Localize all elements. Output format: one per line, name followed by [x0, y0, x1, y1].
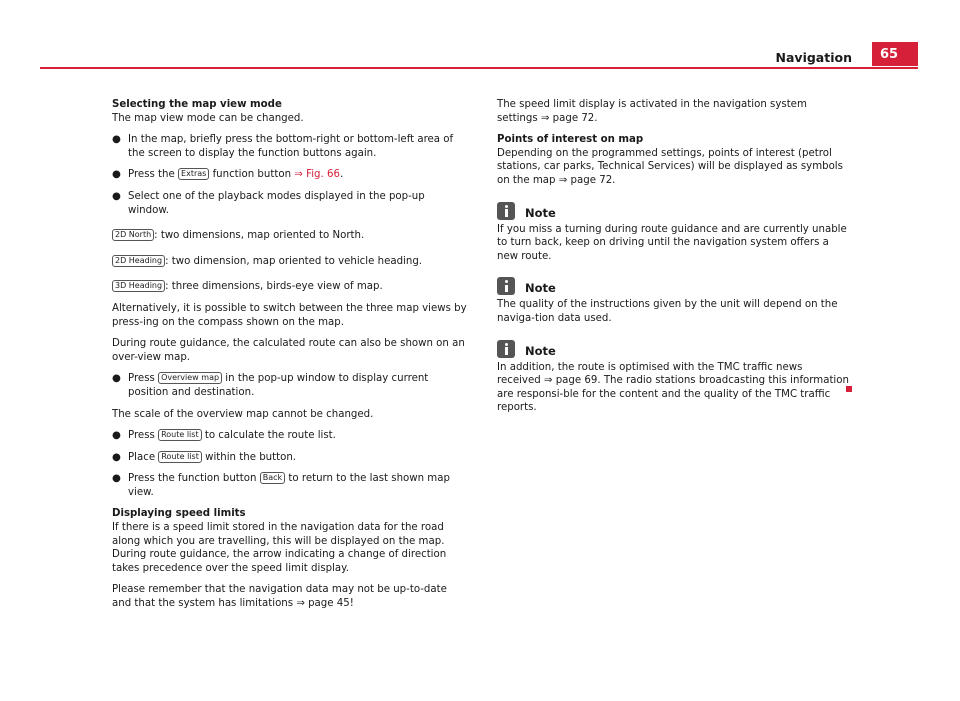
paragraph: If there is a speed limit stored in the navigation data for the road along which you are travelling, this will be displayed on the map. During route guidance, the arrow indicating a change of direction takes precedence over the speed limit display. [112, 522, 447, 574]
header-divider [40, 67, 918, 69]
heading-speed-limits: Displaying speed limits [112, 508, 246, 520]
info-icon [497, 277, 515, 295]
note-text: If you miss a turning during route guidance and are currently unable to turn back, keep on driving until the navigation system offers a new route. [497, 223, 847, 262]
back-button-label: Back [260, 472, 285, 484]
2d-heading-button-label: 2D Heading [112, 255, 165, 267]
paragraph: During route guidance, the calculated route can also be shown on an over-view map. [112, 338, 465, 363]
bullet-item: ● Place Route list within the button. [112, 451, 297, 463]
paragraph: Please remember that the navigation data may not be up-to-date and that the system has limitations ⇒ page 45! [112, 584, 447, 610]
bullet-icon: ● [112, 134, 121, 146]
extras-button-label: Extras [178, 168, 209, 180]
page-number-badge: 65 [872, 42, 918, 66]
bullet-item: ● Press Route list to calculate the route list. [112, 430, 336, 442]
bullet-icon: ● [112, 430, 121, 442]
bullet-item: ● Select one of the playback modes displayed in the pop-up window. [112, 190, 425, 216]
bullet-item: ● In the map, briefly press the bottom-right or bottom-left area of the screen to display the function buttons again. [112, 134, 454, 159]
bullet-item: ● Press the function button Back to return to the last shown map view. [112, 473, 450, 498]
mode-2d-heading: 2D Heading : two dimension, map oriented to vehicle heading. [112, 255, 467, 269]
route-list-button-label: Route list [158, 451, 202, 463]
bullet-icon: ● [112, 473, 121, 485]
info-icon [497, 202, 515, 220]
section-title: Navigation [775, 50, 852, 65]
2d-north-button-label: 2D North [112, 229, 154, 241]
info-icon [497, 340, 515, 358]
paragraph: The speed limit display is activated in the navigation system settings ⇒ page 72. [497, 99, 807, 124]
bullet-item: ● Press the Extras function button ⇒ Fig. 66. [112, 169, 344, 181]
3d-heading-button-label: 3D Heading [112, 280, 165, 292]
note-title: Note [525, 281, 556, 296]
fig-reference-link[interactable]: ⇒ Fig. 66 [294, 169, 340, 181]
bullet-icon: ● [112, 190, 121, 202]
paragraph: The scale of the overview map cannot be changed. [112, 408, 374, 420]
bullet-icon: ● [112, 169, 121, 181]
overview-map-button-label: Overview map [158, 372, 222, 384]
note-text: In addition, the route is optimised with the TMC traffic news received ⇒ page 69. The radio stations broadcasting this information are responsi-ble for the content and the quality of the TMC traffic reports. [497, 361, 849, 414]
bullet-icon: ● [112, 373, 121, 385]
bullet-icon: ● [112, 451, 121, 463]
bullet-item: ● Press Overview map in the pop-up window to display current position and destination. [112, 373, 429, 398]
note-box [497, 200, 849, 264]
left-column [112, 98, 467, 619]
paragraph: The map view mode can be changed. [112, 112, 304, 124]
note-box [497, 275, 849, 325]
right-column [497, 98, 849, 423]
heading-map-view-mode: Selecting the map view mode [112, 99, 282, 110]
mode-2d-north: 2D North : two dimensions, map oriented to North. [112, 229, 467, 243]
note-text: The quality of the instructions given by the unit will depend on the naviga-tion data used. [497, 299, 838, 324]
note-box [497, 338, 849, 415]
paragraph: Alternatively, it is possible to switch between the three map views by press-ing on the compass shown on the map. [112, 302, 467, 328]
route-list-button-label: Route list [158, 429, 202, 441]
note-title: Note [525, 343, 556, 358]
paragraph: Depending on the programmed settings, points of interest (petrol stations, car parks, Technical Services) will be displayed as symbols on the map ⇒ page 72. [497, 147, 843, 186]
note-title: Note [525, 205, 556, 220]
heading-points-of-interest: Points of interest on map [497, 134, 644, 146]
end-of-section-icon [846, 386, 852, 392]
mode-3d-heading: 3D Heading : three dimensions, birds-eye view of map. [112, 280, 467, 294]
